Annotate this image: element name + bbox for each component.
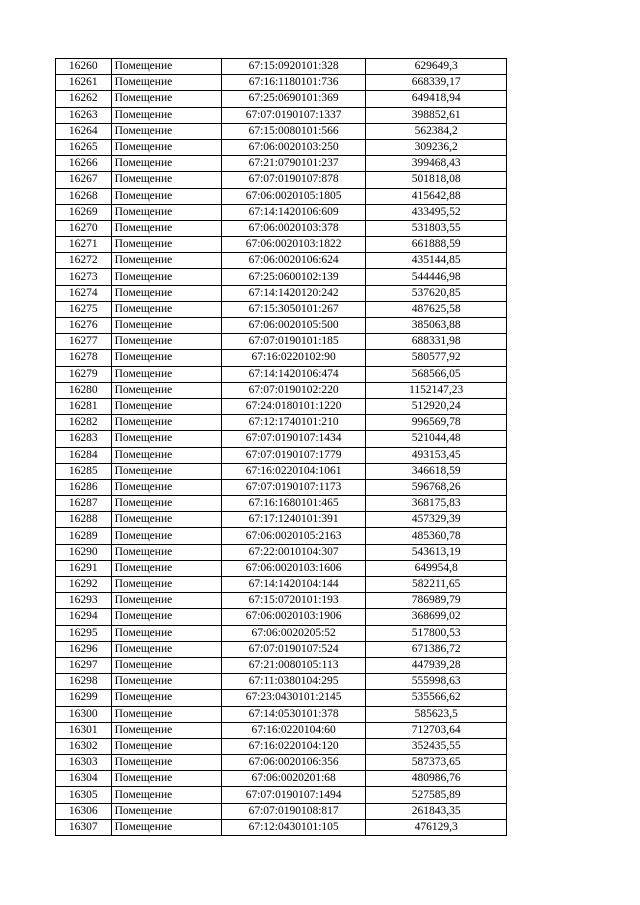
row-number-cell: 16277 — [56, 334, 112, 350]
cadastral-number-cell: 67:12:0430101:105 — [221, 819, 366, 835]
cadastral-value-cell: 521044,48 — [366, 431, 507, 447]
cadastral-number-cell: 67:14:1420104:144 — [221, 577, 366, 593]
row-number-cell: 16298 — [56, 674, 112, 690]
cadastral-number-cell: 67:16:1680101:465 — [221, 496, 366, 512]
row-number-cell: 16275 — [56, 301, 112, 317]
table-row — [56, 107, 507, 123]
cadastral-number-cell: 67:11:0380104:295 — [221, 674, 366, 690]
row-number-cell: 16282 — [56, 415, 112, 431]
cadastral-number-cell: 67:06:0020103:250 — [221, 139, 366, 155]
row-number-cell: 16305 — [56, 787, 112, 803]
cadastral-number-cell: 67:25:0690101:369 — [221, 91, 366, 107]
cadastral-value-cell: 487625,58 — [366, 301, 507, 317]
cadastral-value-cell: 562384,2 — [366, 123, 507, 139]
cadastral-number-cell: 67:12:1740101:210 — [221, 415, 366, 431]
table-row — [56, 269, 507, 285]
object-type-cell: Помещение — [111, 787, 221, 803]
table-row — [56, 220, 507, 236]
object-type-cell: Помещение — [111, 819, 221, 835]
object-type-cell: Помещение — [111, 220, 221, 236]
cadastral-number-cell: 67:06:0020105:1805 — [221, 188, 366, 204]
table-row — [56, 91, 507, 107]
object-type-cell: Помещение — [111, 755, 221, 771]
object-type-cell: Помещение — [111, 107, 221, 123]
table-row — [56, 139, 507, 155]
table-row — [56, 771, 507, 787]
cadastral-number-cell: 67:07:0190107:1337 — [221, 107, 366, 123]
object-type-cell: Помещение — [111, 690, 221, 706]
object-type-cell: Помещение — [111, 771, 221, 787]
cadastral-number-cell: 67:07:0190107:1494 — [221, 787, 366, 803]
cadastral-value-cell: 398852,61 — [366, 107, 507, 123]
row-number-cell: 16264 — [56, 123, 112, 139]
table-row — [56, 577, 507, 593]
row-number-cell: 16291 — [56, 560, 112, 576]
table-row — [56, 690, 507, 706]
cadastral-value-cell: 476129,3 — [366, 819, 507, 835]
cadastral-value-cell: 996569,78 — [366, 415, 507, 431]
row-number-cell: 16301 — [56, 722, 112, 738]
cadastral-value-cell: 585623,5 — [366, 706, 507, 722]
cadastral-value-cell: 415642,88 — [366, 188, 507, 204]
table-row — [56, 674, 507, 690]
row-number-cell: 16288 — [56, 512, 112, 528]
cadastral-number-cell: 67:24:0180101:1220 — [221, 398, 366, 414]
object-type-cell: Помещение — [111, 139, 221, 155]
table-row — [56, 59, 507, 75]
cadastral-number-cell: 67:07:0190107:1434 — [221, 431, 366, 447]
cadastral-number-cell: 67:21:0790101:237 — [221, 156, 366, 172]
table-row — [56, 819, 507, 835]
row-number-cell: 16292 — [56, 577, 112, 593]
table-row — [56, 544, 507, 560]
cadastral-number-cell: 67:14:1420106:474 — [221, 366, 366, 382]
row-number-cell: 16283 — [56, 431, 112, 447]
object-type-cell: Помещение — [111, 609, 221, 625]
cadastral-number-cell: 67:22:0010104:307 — [221, 544, 366, 560]
cadastral-number-cell: 67:14:1420120:242 — [221, 285, 366, 301]
cadastral-number-cell: 67:06:0020105:2163 — [221, 528, 366, 544]
object-type-cell: Помещение — [111, 803, 221, 819]
table-row — [56, 204, 507, 220]
table-row — [56, 334, 507, 350]
table-row — [56, 123, 507, 139]
row-number-cell: 16297 — [56, 657, 112, 673]
table-row — [56, 803, 507, 819]
cadastral-number-cell: 67:06:0020106:356 — [221, 755, 366, 771]
cadastral-value-cell: 688331,98 — [366, 334, 507, 350]
table-row — [56, 496, 507, 512]
row-number-cell: 16299 — [56, 690, 112, 706]
row-number-cell: 16270 — [56, 220, 112, 236]
cadastral-value-cell: 712703,64 — [366, 722, 507, 738]
object-type-cell: Помещение — [111, 285, 221, 301]
row-number-cell: 16286 — [56, 479, 112, 495]
cadastral-value-cell: 587373,65 — [366, 755, 507, 771]
table-row — [56, 350, 507, 366]
object-type-cell: Помещение — [111, 560, 221, 576]
table-row — [56, 237, 507, 253]
property-table — [55, 58, 507, 836]
table-row — [56, 641, 507, 657]
cadastral-value-cell: 501818,08 — [366, 172, 507, 188]
object-type-cell: Помещение — [111, 657, 221, 673]
table-row — [56, 431, 507, 447]
object-type-cell: Помещение — [111, 528, 221, 544]
cadastral-value-cell: 433495,52 — [366, 204, 507, 220]
table-row — [56, 738, 507, 754]
table-row — [56, 463, 507, 479]
cadastral-value-cell: 649418,94 — [366, 91, 507, 107]
cadastral-number-cell: 67:06:0020105:500 — [221, 318, 366, 334]
table-row — [56, 528, 507, 544]
object-type-cell: Помещение — [111, 463, 221, 479]
cadastral-number-cell: 67:16:0220104:60 — [221, 722, 366, 738]
object-type-cell: Помещение — [111, 722, 221, 738]
object-type-cell: Помещение — [111, 318, 221, 334]
cadastral-number-cell: 67:21:0080105:113 — [221, 657, 366, 673]
cadastral-number-cell: 67:07:0190102:220 — [221, 382, 366, 398]
table-row — [56, 285, 507, 301]
object-type-cell: Помещение — [111, 269, 221, 285]
table-row — [56, 156, 507, 172]
cadastral-value-cell: 385063,88 — [366, 318, 507, 334]
row-number-cell: 16268 — [56, 188, 112, 204]
cadastral-number-cell: 67:06:0020201:68 — [221, 771, 366, 787]
cadastral-value-cell: 668339,17 — [366, 75, 507, 91]
object-type-cell: Помещение — [111, 431, 221, 447]
object-type-cell: Помещение — [111, 496, 221, 512]
table-row — [56, 755, 507, 771]
cadastral-number-cell: 67:06:0020205:52 — [221, 625, 366, 641]
cadastral-value-cell: 261843,35 — [366, 803, 507, 819]
object-type-cell: Помещение — [111, 706, 221, 722]
row-number-cell: 16269 — [56, 204, 112, 220]
cadastral-number-cell: 67:15:0720101:193 — [221, 593, 366, 609]
object-type-cell: Помещение — [111, 577, 221, 593]
row-number-cell: 16304 — [56, 771, 112, 787]
cadastral-number-cell: 67:07:0190107:1173 — [221, 479, 366, 495]
cadastral-value-cell: 447939,28 — [366, 657, 507, 673]
object-type-cell: Помещение — [111, 172, 221, 188]
cadastral-value-cell: 517800,53 — [366, 625, 507, 641]
row-number-cell: 16290 — [56, 544, 112, 560]
row-number-cell: 16300 — [56, 706, 112, 722]
cadastral-value-cell: 527585,89 — [366, 787, 507, 803]
cadastral-value-cell: 568566,05 — [366, 366, 507, 382]
row-number-cell: 16274 — [56, 285, 112, 301]
cadastral-number-cell: 67:17:1240101:391 — [221, 512, 366, 528]
row-number-cell: 16294 — [56, 609, 112, 625]
object-type-cell: Помещение — [111, 237, 221, 253]
row-number-cell: 16265 — [56, 139, 112, 155]
object-type-cell: Помещение — [111, 398, 221, 414]
object-type-cell: Помещение — [111, 382, 221, 398]
cadastral-number-cell: 67:23:0430101:2145 — [221, 690, 366, 706]
cadastral-number-cell: 67:06:0020106:624 — [221, 253, 366, 269]
row-number-cell: 16279 — [56, 366, 112, 382]
object-type-cell: Помещение — [111, 350, 221, 366]
object-type-cell: Помещение — [111, 188, 221, 204]
row-number-cell: 16261 — [56, 75, 112, 91]
object-type-cell: Помещение — [111, 625, 221, 641]
table-row — [56, 415, 507, 431]
cadastral-number-cell: 67:14:0530101:378 — [221, 706, 366, 722]
table-row — [56, 301, 507, 317]
table-row — [56, 172, 507, 188]
row-number-cell: 16271 — [56, 237, 112, 253]
object-type-cell: Помещение — [111, 334, 221, 350]
table-row — [56, 382, 507, 398]
cadastral-value-cell: 555998,63 — [366, 674, 507, 690]
table-row — [56, 657, 507, 673]
cadastral-value-cell: 346618,59 — [366, 463, 507, 479]
object-type-cell: Помещение — [111, 75, 221, 91]
cadastral-number-cell: 67:16:0220104:1061 — [221, 463, 366, 479]
object-type-cell: Помещение — [111, 544, 221, 560]
table-row — [56, 253, 507, 269]
cadastral-number-cell: 67:16:0220102:90 — [221, 350, 366, 366]
table-row — [56, 318, 507, 334]
object-type-cell: Помещение — [111, 674, 221, 690]
cadastral-number-cell: 67:07:0190107:524 — [221, 641, 366, 657]
row-number-cell: 16278 — [56, 350, 112, 366]
cadastral-value-cell: 544446,98 — [366, 269, 507, 285]
cadastral-number-cell: 67:07:0190101:185 — [221, 334, 366, 350]
cadastral-number-cell: 67:25:0600102:139 — [221, 269, 366, 285]
cadastral-value-cell: 649954,8 — [366, 560, 507, 576]
table-row — [56, 609, 507, 625]
cadastral-number-cell: 67:06:0020103:1822 — [221, 237, 366, 253]
table-row — [56, 593, 507, 609]
object-type-cell: Помещение — [111, 641, 221, 657]
row-number-cell: 16307 — [56, 819, 112, 835]
row-number-cell: 16266 — [56, 156, 112, 172]
cadastral-value-cell: 535566,62 — [366, 690, 507, 706]
cadastral-number-cell: 67:07:0190107:1779 — [221, 447, 366, 463]
cadastral-value-cell: 629649,3 — [366, 59, 507, 75]
cadastral-number-cell: 67:15:0920101:328 — [221, 59, 366, 75]
cadastral-value-cell: 485360,78 — [366, 528, 507, 544]
row-number-cell: 16280 — [56, 382, 112, 398]
table-row — [56, 366, 507, 382]
cadastral-value-cell: 582211,65 — [366, 577, 507, 593]
row-number-cell: 16276 — [56, 318, 112, 334]
row-number-cell: 16306 — [56, 803, 112, 819]
object-type-cell: Помещение — [111, 415, 221, 431]
cadastral-number-cell: 67:06:0020103:1606 — [221, 560, 366, 576]
cadastral-value-cell: 1152147,23 — [366, 382, 507, 398]
cadastral-number-cell: 67:07:0190107:878 — [221, 172, 366, 188]
cadastral-value-cell: 368175,83 — [366, 496, 507, 512]
cadastral-number-cell: 67:16:1180101:736 — [221, 75, 366, 91]
cadastral-value-cell: 480986,76 — [366, 771, 507, 787]
cadastral-value-cell: 661888,59 — [366, 237, 507, 253]
object-type-cell: Помещение — [111, 91, 221, 107]
cadastral-value-cell: 596768,26 — [366, 479, 507, 495]
cadastral-number-cell: 67:06:0020103:378 — [221, 220, 366, 236]
cadastral-value-cell: 580577,92 — [366, 350, 507, 366]
cadastral-value-cell: 537620,85 — [366, 285, 507, 301]
row-number-cell: 16303 — [56, 755, 112, 771]
cadastral-value-cell: 309236,2 — [366, 139, 507, 155]
row-number-cell: 16281 — [56, 398, 112, 414]
row-number-cell: 16272 — [56, 253, 112, 269]
row-number-cell: 16263 — [56, 107, 112, 123]
table-row — [56, 706, 507, 722]
cadastral-value-cell: 399468,43 — [366, 156, 507, 172]
table-row — [56, 479, 507, 495]
object-type-cell: Помещение — [111, 447, 221, 463]
row-number-cell: 16289 — [56, 528, 112, 544]
table-row — [56, 398, 507, 414]
table-row — [56, 447, 507, 463]
object-type-cell: Помещение — [111, 738, 221, 754]
table-body — [56, 59, 507, 836]
object-type-cell: Помещение — [111, 593, 221, 609]
row-number-cell: 16273 — [56, 269, 112, 285]
row-number-cell: 16285 — [56, 463, 112, 479]
cadastral-number-cell: 67:16:0220104:120 — [221, 738, 366, 754]
row-number-cell: 16296 — [56, 641, 112, 657]
cadastral-value-cell: 512920,24 — [366, 398, 507, 414]
row-number-cell: 16302 — [56, 738, 112, 754]
object-type-cell: Помещение — [111, 366, 221, 382]
table-row — [56, 75, 507, 91]
cadastral-value-cell: 435144,85 — [366, 253, 507, 269]
cadastral-value-cell: 457329,39 — [366, 512, 507, 528]
row-number-cell: 16267 — [56, 172, 112, 188]
row-number-cell: 16284 — [56, 447, 112, 463]
cadastral-value-cell: 368699,02 — [366, 609, 507, 625]
cadastral-value-cell: 352435,55 — [366, 738, 507, 754]
cadastral-value-cell: 543613,19 — [366, 544, 507, 560]
cadastral-value-cell: 671386,72 — [366, 641, 507, 657]
cadastral-value-cell: 531803,55 — [366, 220, 507, 236]
row-number-cell: 16262 — [56, 91, 112, 107]
object-type-cell: Помещение — [111, 59, 221, 75]
object-type-cell: Помещение — [111, 123, 221, 139]
object-type-cell: Помещение — [111, 301, 221, 317]
table-row — [56, 625, 507, 641]
row-number-cell: 16293 — [56, 593, 112, 609]
cadastral-value-cell: 493153,45 — [366, 447, 507, 463]
object-type-cell: Помещение — [111, 253, 221, 269]
table-row — [56, 787, 507, 803]
cadastral-number-cell: 67:15:0080101:566 — [221, 123, 366, 139]
object-type-cell: Помещение — [111, 204, 221, 220]
table-row — [56, 560, 507, 576]
object-type-cell: Помещение — [111, 512, 221, 528]
cadastral-number-cell: 67:15:3050101:267 — [221, 301, 366, 317]
row-number-cell: 16295 — [56, 625, 112, 641]
cadastral-number-cell: 67:07:0190108:817 — [221, 803, 366, 819]
cadastral-number-cell: 67:06:0020103:1906 — [221, 609, 366, 625]
row-number-cell: 16260 — [56, 59, 112, 75]
table-row — [56, 722, 507, 738]
row-number-cell: 16287 — [56, 496, 112, 512]
object-type-cell: Помещение — [111, 479, 221, 495]
cadastral-value-cell: 786989,79 — [366, 593, 507, 609]
table-row — [56, 188, 507, 204]
object-type-cell: Помещение — [111, 156, 221, 172]
table-row — [56, 512, 507, 528]
cadastral-number-cell: 67:14:1420106:609 — [221, 204, 366, 220]
